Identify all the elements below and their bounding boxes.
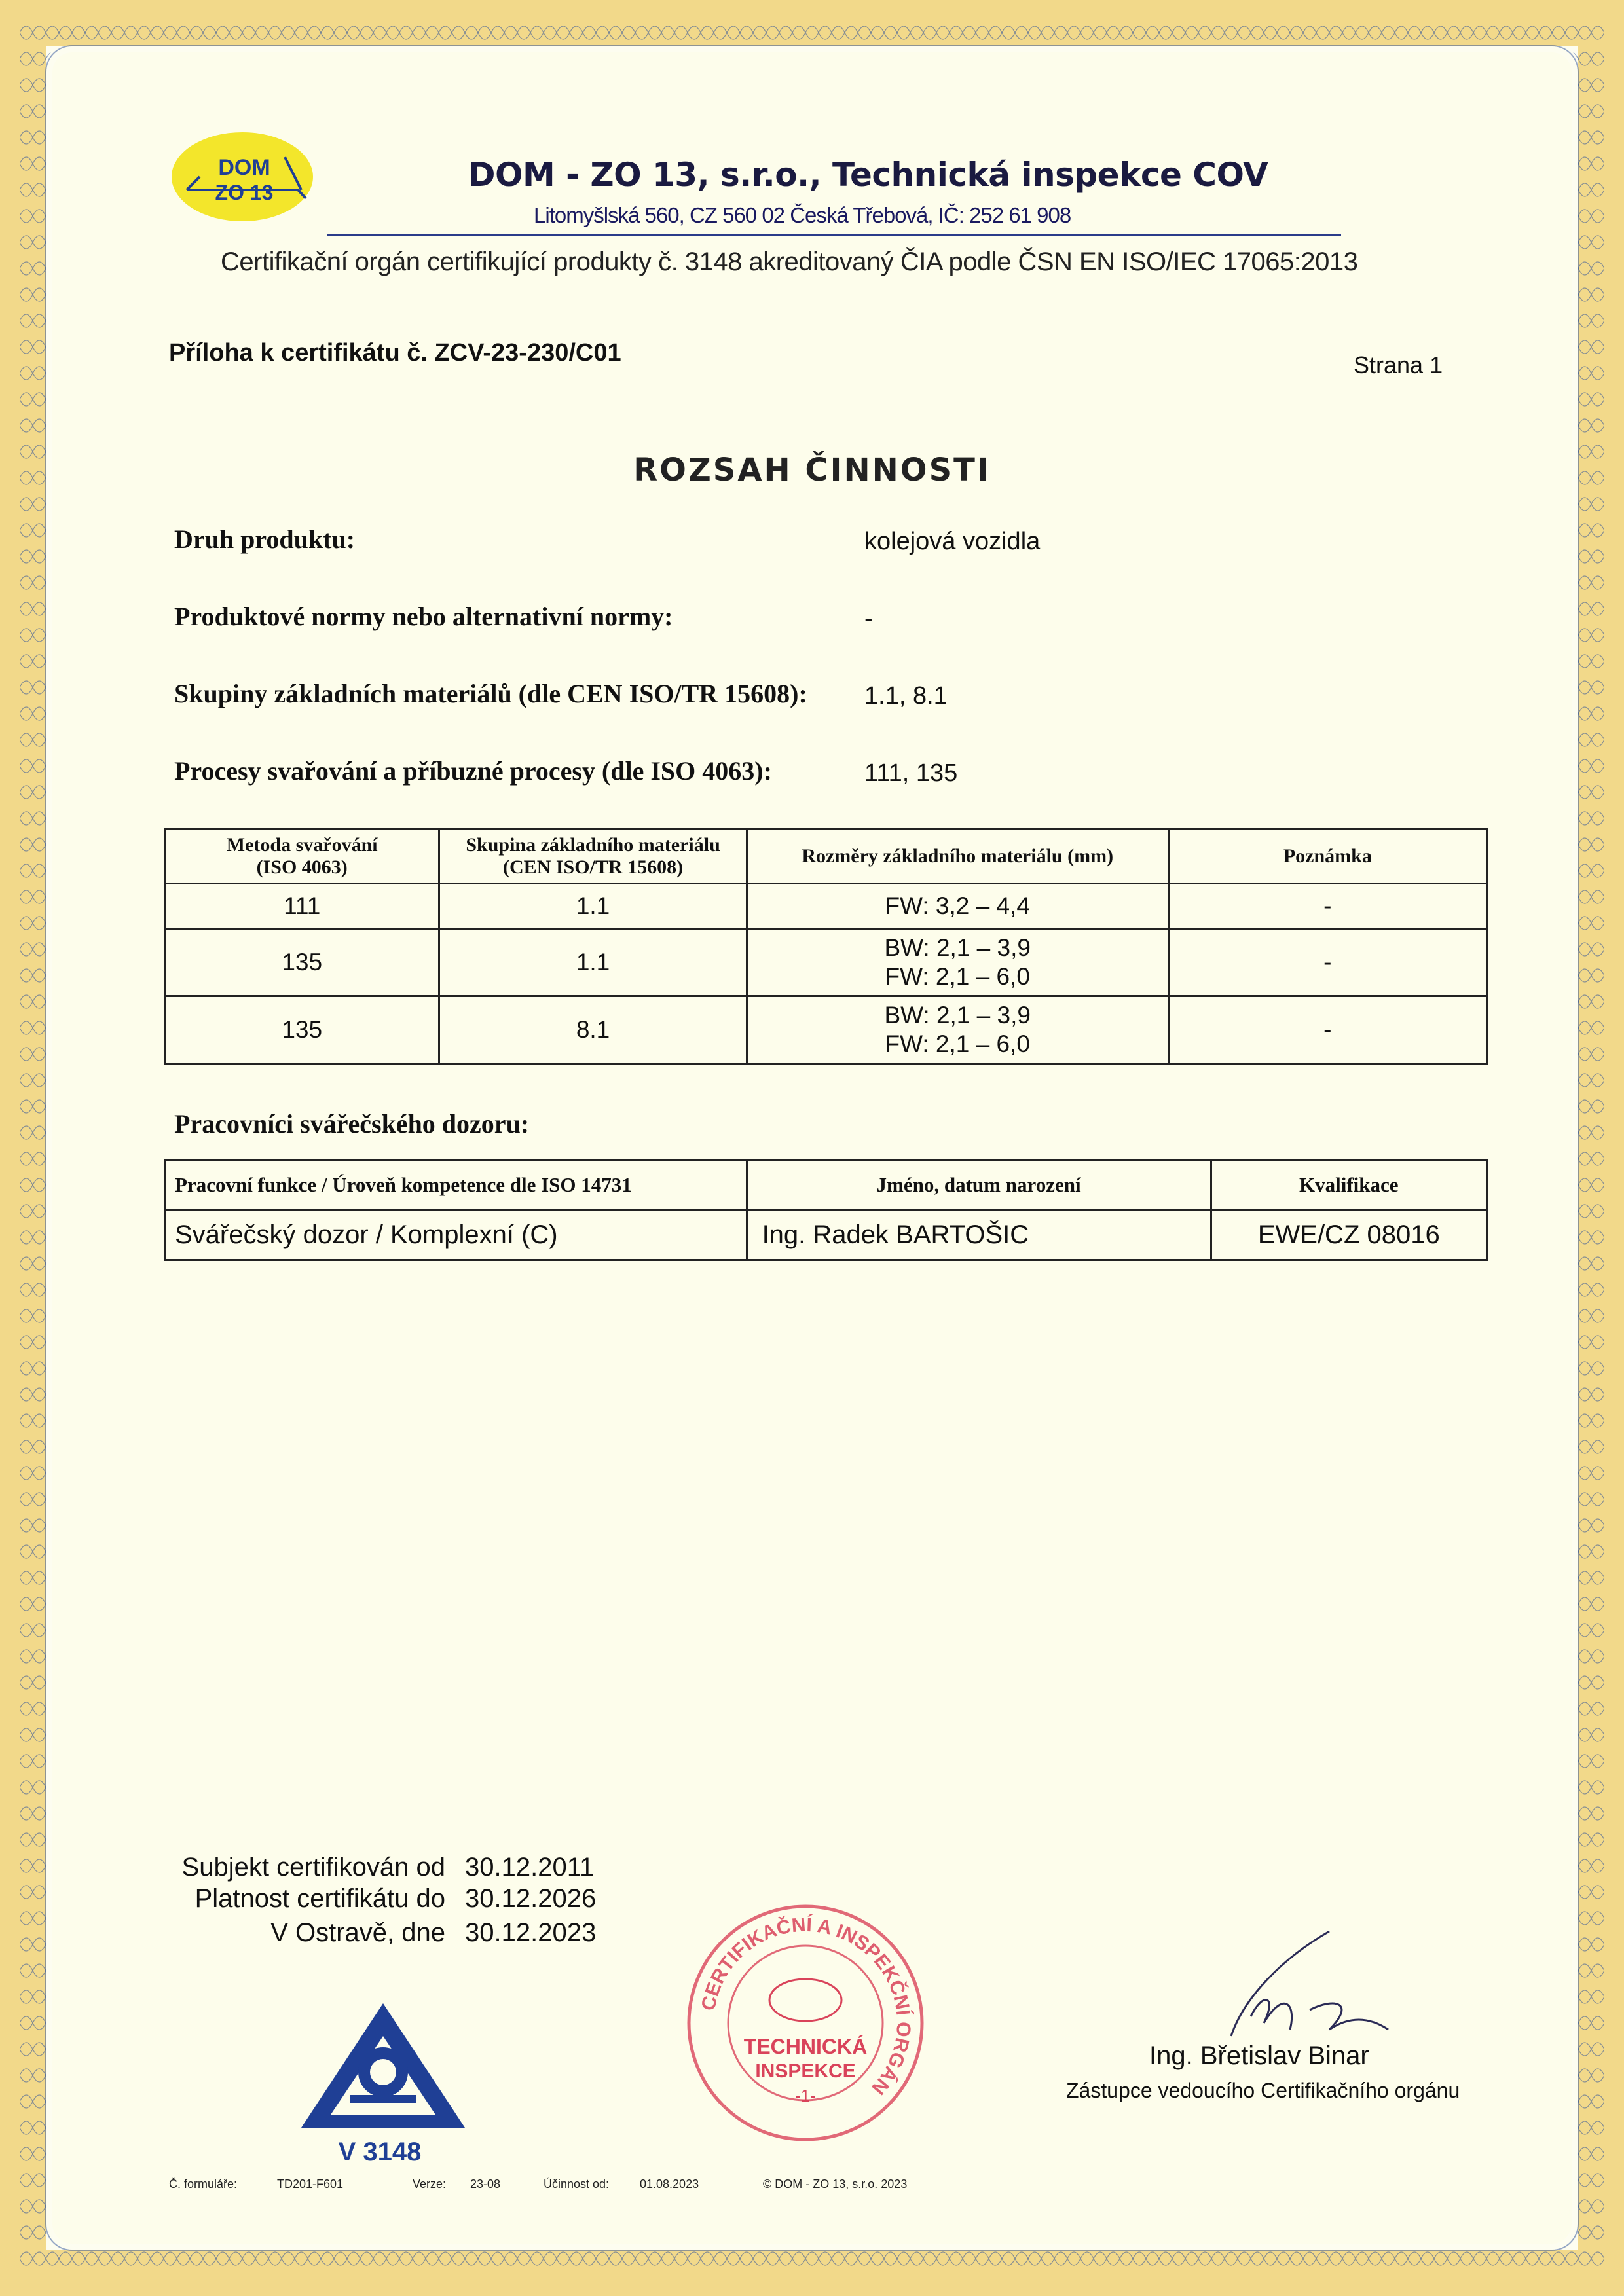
form-number-label: Č. formuláře: — [169, 2178, 238, 2191]
table-cell: 135 — [165, 929, 439, 996]
field-value: 111, 135 — [864, 759, 958, 787]
table-cell: 8.1 — [439, 996, 747, 1064]
signature — [1205, 1918, 1428, 2049]
date-label: Platnost certifikátu do — [194, 1884, 445, 1913]
effective-value: 01.08.2023 — [640, 2178, 699, 2191]
date-label: V Ostravě, dne — [270, 1918, 445, 1947]
table-header-row — [165, 1161, 1487, 1210]
effective-label: Účinnost od: — [544, 2178, 610, 2191]
table-cell: 1.1 — [439, 929, 747, 996]
table-cell: FW: 3,2 – 4,4 — [747, 884, 1168, 929]
version-value: 23-08 — [470, 2178, 501, 2191]
table-row — [165, 1210, 1487, 1260]
logo-text-top: DOM — [218, 155, 270, 180]
table-cell: 111 — [165, 884, 439, 929]
accreditation-label: V 3148 — [338, 2138, 422, 2166]
table-cell: Svářečský dozor / Komplexní (C) — [165, 1210, 747, 1260]
table-cell: 1.1 — [439, 884, 747, 929]
staff-section-title: Pracovníci svářečského dozoru: — [174, 1109, 530, 1139]
stamp-bottom-text: -1- — [795, 2086, 816, 2105]
version-label: Verze: — [413, 2178, 447, 2191]
table-header: Jméno, datum narození — [747, 1161, 1211, 1210]
stamp-center-text2: INSPEKCE — [755, 2060, 856, 2082]
annex-number: Příloha k certifikátu č. ZCV-23-230/C01 — [169, 339, 621, 367]
date-value: 30.12.2026 — [465, 1884, 597, 1913]
accreditation-line: Certifikační orgán certifikující produkty č. 3148 akreditovaný ČIA podle ČSN EN ISO/IEC 17065:2013 — [221, 247, 1358, 276]
header-divider — [327, 234, 1341, 236]
scope-table — [164, 828, 1488, 1065]
table-cell: BW: 2,1 – 3,9 FW: 2,1 – 6,0 — [747, 929, 1168, 996]
field-label: Produktové normy nebo alternativní normy: — [174, 602, 673, 631]
table-row — [165, 884, 1487, 929]
official-stamp — [684, 1902, 927, 2144]
table-cell: BW: 2,1 – 3,9 FW: 2,1 – 6,0 — [747, 996, 1168, 1064]
table-row — [165, 996, 1487, 1064]
field-value: 1.1, 8.1 — [864, 682, 948, 710]
field-label: Skupiny základních materiálů (dle CEN ISO/TR 15608): — [174, 679, 807, 708]
page-title: ROZSAH ČINNOSTI — [633, 452, 991, 488]
table-cell: EWE/CZ 08016 — [1211, 1210, 1486, 1260]
field-label: Procesy svařování a příbuzné procesy (dle ISO 4063): — [174, 756, 772, 786]
table-header-row — [165, 829, 1487, 884]
table-header: Metoda svařování (ISO 4063) — [165, 829, 439, 884]
dom-logo — [167, 128, 324, 226]
table-header: Skupina základního materiálu (CEN ISO/TR 15608) — [439, 829, 747, 884]
table-cell: 135 — [165, 996, 439, 1064]
page-number: Strana 1 — [1354, 352, 1443, 378]
table-cell: - — [1168, 996, 1486, 1064]
date-label: Subjekt certifikován od — [181, 1853, 445, 1882]
table-header: Pracovní funkce / Úroveň kompetence dle ISO 14731 — [165, 1161, 747, 1210]
table-cell: - — [1168, 929, 1486, 996]
table-header: Poznámka — [1168, 829, 1486, 884]
form-number-value: TD201-F601 — [277, 2178, 344, 2191]
field-label: Druh produktu: — [174, 524, 356, 554]
field-value: - — [864, 605, 873, 632]
table-header: Kvalifikace — [1211, 1161, 1486, 1210]
signer-name: Ing. Břetislav Binar — [1149, 2041, 1369, 2070]
stamp-ring-text: CERTIFIKAČNÍ A INSPEKČNÍ ORGÁN — [697, 1914, 915, 2099]
field-value: kolejová vozidla — [864, 528, 1041, 555]
table-cell: - — [1168, 884, 1486, 929]
company-name: DOM - ZO 13, s.r.o., Technická inspekce COV — [468, 156, 1268, 194]
company-address: Litomyšlská 560, CZ 560 02 Česká Třebová, IČ: 252 61 908 — [534, 203, 1071, 227]
copyright: © DOM - ZO 13, s.r.o. 2023 — [763, 2178, 908, 2191]
table-row — [165, 929, 1487, 996]
table-header: Rozměry základního materiálu (mm) — [747, 829, 1168, 884]
accreditation-mark — [295, 1997, 471, 2167]
table-cell: Ing. Radek BARTOŠIC — [747, 1210, 1211, 1260]
date-value: 30.12.2023 — [465, 1918, 597, 1947]
staff-table — [164, 1159, 1488, 1261]
date-value: 30.12.2011 — [465, 1853, 595, 1882]
stamp-center-text: TECHNICKÁ — [743, 2035, 868, 2058]
logo-text-bottom: ZO 13 — [215, 181, 274, 204]
signer-role: Zástupce vedoucího Certifikačního orgánu — [1066, 2079, 1460, 2102]
